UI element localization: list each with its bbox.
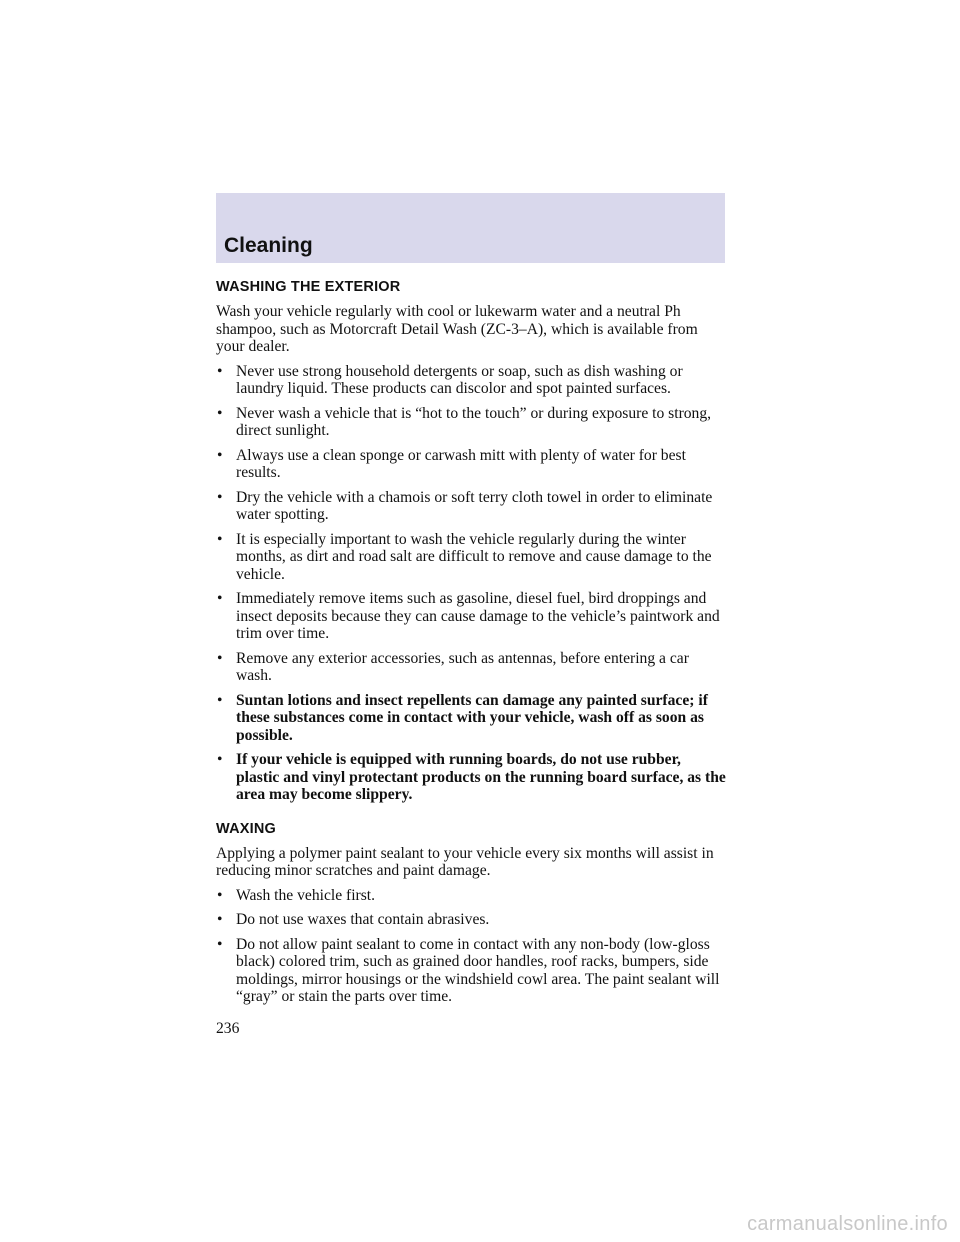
washing-bullet-list <box>216 363 728 804</box>
bullet-icon: • <box>217 530 223 548</box>
washing-intro: Wash your vehicle regularly with cool or lukewarm water and a neutral Ph shampoo, such as Motorcraft Detail Wash (ZC-3–A), which is available from your dealer. <box>216 303 698 355</box>
page-number: 236 <box>216 1020 240 1037</box>
bullet-icon: • <box>217 404 223 422</box>
section-title: Cleaning <box>224 234 313 257</box>
bullet-icon: • <box>217 362 223 380</box>
bullet-icon: • <box>217 590 223 607</box>
bullet-icon: • <box>217 446 223 464</box>
list-item: • Always use a clean sponge or carwash mitt with plenty of water for best results. <box>217 446 686 481</box>
bullet-icon: • <box>217 691 223 709</box>
waxing-intro: Applying a polymer paint sealant to your vehicle every six months will assist in reducing minor scratches and paint damage. <box>216 844 714 879</box>
bullet-icon: • <box>217 911 223 928</box>
list-item: • Wash the vehicle first. <box>217 886 376 904</box>
list-item: • It is especially important to wash the vehicle regularly during the winter months, as dirt and road salt are difficult to remove and cause damage to the vehicle. <box>217 530 712 583</box>
waxing-bullet-list <box>216 887 728 1006</box>
watermark-text: carmanualsonline.info <box>747 1213 948 1235</box>
list-item: • Dry the vehicle with a chamois or soft terry cloth towel in order to eliminate water spotting. <box>217 488 713 523</box>
bullet-icon: • <box>217 886 223 904</box>
bullet-icon: • <box>217 649 223 667</box>
section-header-band <box>216 193 725 263</box>
bullet-icon: • <box>217 488 223 506</box>
waxing-heading: WAXING <box>216 820 277 837</box>
list-item: • Never use strong household detergents or soap, such as dish washing or laundry liquid. These products can discolor and spot painted surfaces. <box>217 362 683 397</box>
list-item: • Never wash a vehicle that is “hot to the touch” or during exposure to strong, direct sunlight. <box>217 404 712 439</box>
bullet-icon: • <box>217 751 223 768</box>
washing-heading: WASHING THE EXTERIOR <box>216 279 401 295</box>
list-item: • Immediately remove items such as gasoline, diesel fuel, bird droppings and insect deposits because they can cause damage to the vehicle’s paintwork and trim over time. <box>217 590 720 642</box>
list-item: • Do not allow paint sealant to come in contact with any non-body (low-gloss black) colored trim, such as grained door handles, roof racks, bumpers, side moldings, mirror housings or the windshield cowl area. The paint sealant will “gray” or stain the parts over time. <box>217 935 720 1005</box>
list-item-warning: • Suntan lotions and insect repellents can damage any painted surface; if these substances come in contact with your vehicle, wash off as soon as possible. <box>217 691 708 744</box>
page-content <box>216 278 728 1013</box>
list-item: • Do not use waxes that contain abrasives. <box>217 911 490 928</box>
bullet-icon: • <box>217 935 223 953</box>
list-item: • Remove any exterior accessories, such as antennas, before entering a car wash. <box>217 649 689 684</box>
list-item-warning: • If your vehicle is equipped with running boards, do not use rubber, plastic and vinyl protectant products on the running board surface, as the area may become slippery. <box>217 751 726 803</box>
